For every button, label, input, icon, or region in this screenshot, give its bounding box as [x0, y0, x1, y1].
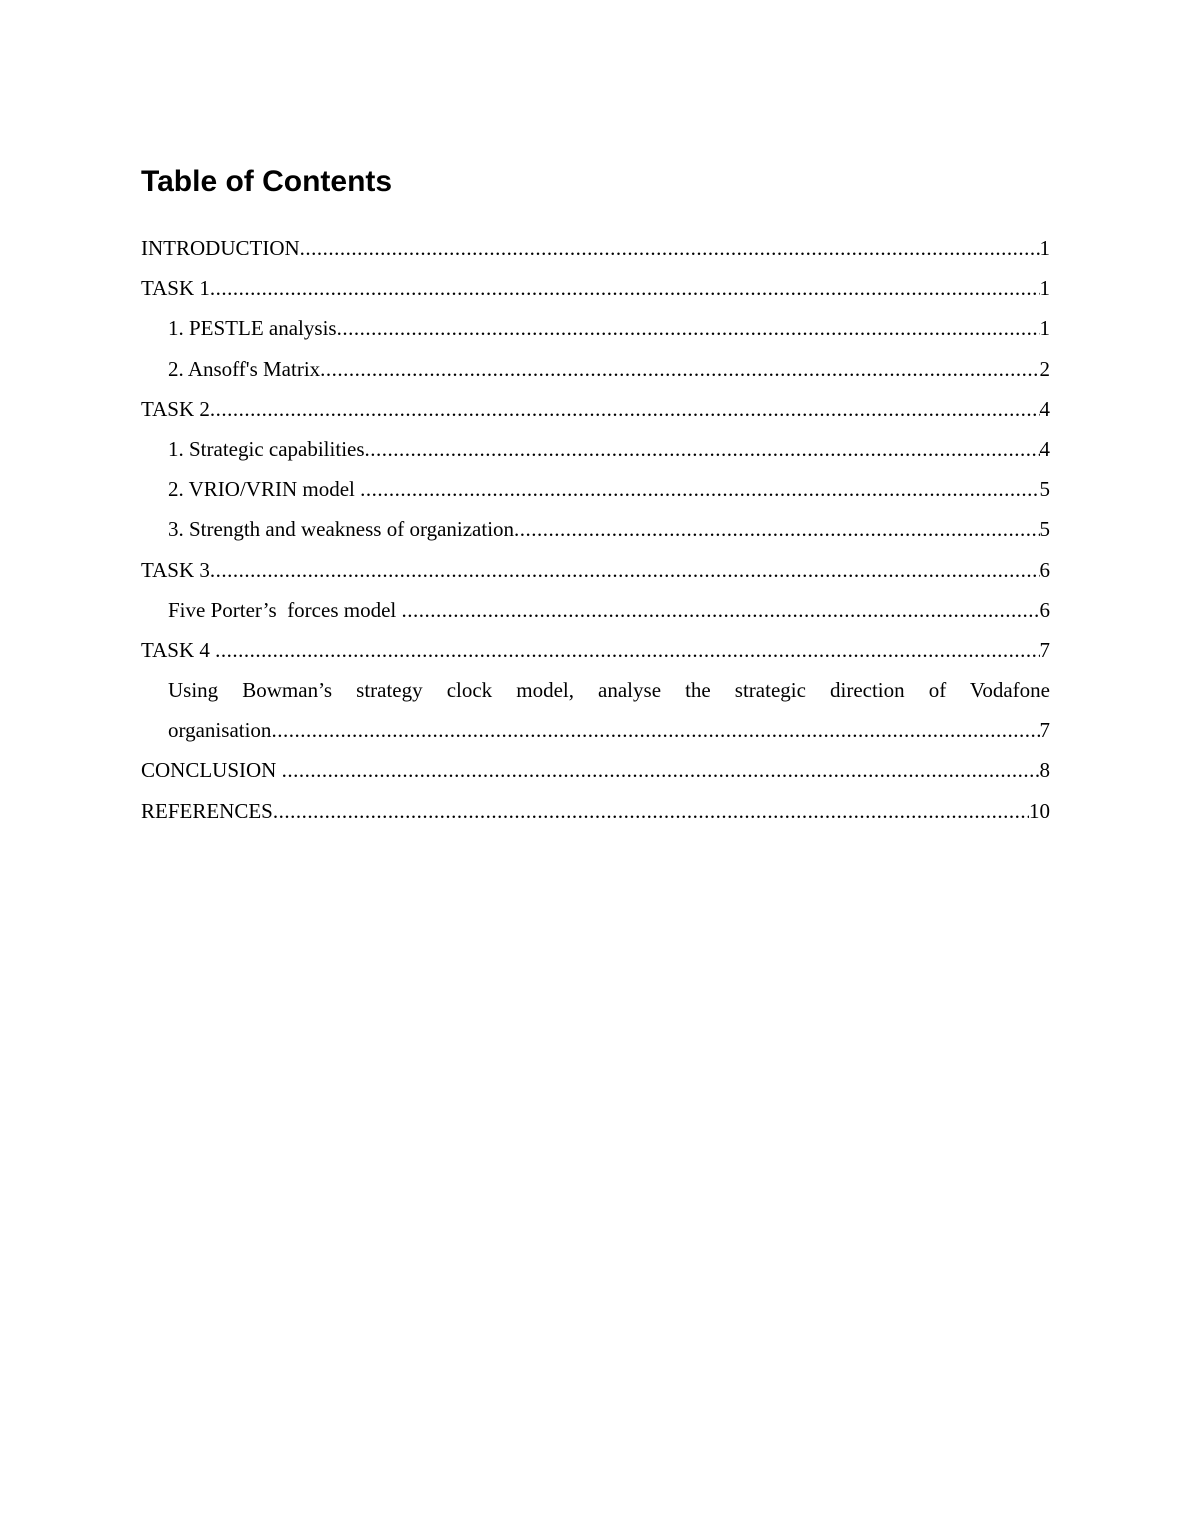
toc-entry-page: 1 [1039, 276, 1050, 301]
dot-leader [282, 750, 1040, 790]
dot-leader [401, 590, 1039, 630]
toc-entry-text-line1: Using Bowman’s strategy clock model, analyse the strategic direction of Vodafone [168, 678, 1050, 703]
toc-entry-page: 5 [1039, 477, 1050, 502]
toc-entry-text: REFERENCES [141, 798, 273, 823]
toc-entry-page: 10 [1029, 798, 1050, 823]
toc-entry-page: 8 [1039, 758, 1050, 783]
toc-entry-task-2[interactable] [141, 389, 1050, 429]
toc-entry-page: 4 [1039, 436, 1050, 461]
toc-entry-page: 6 [1039, 597, 1050, 622]
toc-entry-page: 6 [1039, 557, 1050, 582]
toc-title: Table of Contents [141, 165, 393, 198]
dot-leader [360, 469, 1039, 509]
dot-leader [215, 630, 1039, 670]
dot-leader [210, 389, 1040, 429]
toc-entry-task-4[interactable] [141, 630, 1050, 670]
toc-entry-ansoffs-matrix[interactable] [168, 349, 1050, 389]
toc-entry-page: 5 [1039, 517, 1050, 542]
toc-entry-conclusion[interactable] [141, 750, 1050, 790]
toc-entry-text: TASK 3 [141, 557, 210, 582]
toc-entry-page: 7 [1039, 637, 1050, 662]
toc-entry-five-porters-forces[interactable] [168, 590, 1050, 630]
dot-leader [300, 228, 1040, 268]
dot-leader [271, 710, 1039, 750]
toc-entry-strength-weakness[interactable] [168, 509, 1050, 549]
toc-entry-references[interactable] [141, 791, 1050, 831]
dot-leader [365, 429, 1040, 469]
toc-entry-text: TASK 2 [141, 396, 210, 421]
toc-entry-page: 2 [1039, 356, 1050, 381]
toc-entry-text: 1. PESTLE analysis [168, 316, 337, 341]
dot-leader [210, 550, 1040, 590]
dot-leader [273, 791, 1029, 831]
toc-entry-text: Five Porter’s forces model [168, 597, 402, 622]
toc-entry-page: 1 [1039, 236, 1050, 260]
dot-leader [337, 308, 1040, 348]
toc-entry-text: TASK 4 [141, 637, 216, 662]
toc-entry-text: 2. Ansoff's Matrix [168, 356, 321, 381]
toc-entry-strategic-capabilities[interactable] [168, 429, 1050, 469]
toc-entry-vrio-vrin-model[interactable] [168, 469, 1050, 509]
toc-entry-text-line2: organisation [168, 718, 272, 743]
table-of-contents [141, 160, 1050, 831]
toc-entry-bowman-strategy-clock[interactable] [168, 670, 1050, 750]
toc-entry-text: 2. VRIO/VRIN model [168, 477, 361, 502]
toc-entry-introduction[interactable] [141, 228, 1050, 268]
toc-entry-text: 3. Strength and weakness of organization [168, 517, 515, 542]
toc-entry-task-1[interactable] [141, 268, 1050, 308]
toc-entry-text: 1. Strategic capabilities [168, 436, 365, 461]
dot-leader [320, 349, 1039, 389]
toc-entry-text: TASK 1 [141, 276, 210, 301]
toc-entry-page: 7 [1039, 718, 1050, 743]
toc-entry-pestle-analysis[interactable] [168, 308, 1050, 348]
toc-entry-text: INTRODUCTION [141, 236, 300, 260]
dot-leader [514, 509, 1039, 549]
toc-entries [141, 228, 1050, 831]
toc-entry-page: 1 [1039, 316, 1050, 341]
dot-leader [210, 268, 1040, 308]
toc-entry-page: 4 [1039, 396, 1050, 421]
toc-entry-task-3[interactable] [141, 550, 1050, 590]
toc-entry-text: CONCLUSION [141, 758, 282, 783]
